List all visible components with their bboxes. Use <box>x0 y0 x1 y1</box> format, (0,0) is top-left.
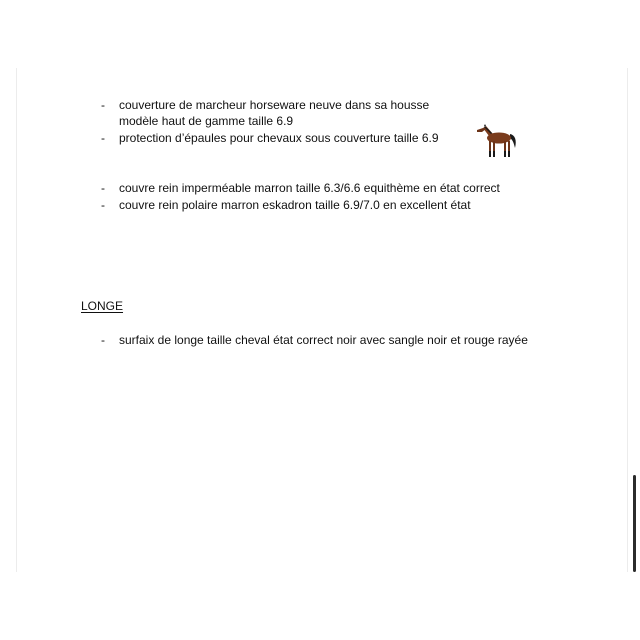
list-item-text: couverture de marcheur horseware neuve dans sa housse <box>119 98 430 112</box>
list-item-text: surfaix de longe taille cheval état correct noir avec sangle noir et rouge rayée <box>119 333 528 347</box>
scrollbar[interactable] <box>633 475 636 572</box>
section-heading-longe: LONGE <box>81 299 124 313</box>
list-dash: - <box>101 98 105 112</box>
list-dash: - <box>101 198 105 212</box>
horse-icon <box>475 124 521 160</box>
list-dash: - <box>101 131 105 145</box>
list-item-text: modèle haut de gamme taille 6.9 <box>119 114 294 128</box>
list-dash: - <box>101 181 105 195</box>
list-dash: - <box>101 333 105 347</box>
list-item-text: couvre rein imperméable marron taille 6.3/6.6 equithème en état correct <box>119 181 500 195</box>
document-page <box>16 68 628 572</box>
list-item-text: protection d’épaules pour chevaux sous couverture taille 6.9 <box>119 131 439 145</box>
list-item-text: couvre rein polaire marron eskadron taille 6.9/7.0 en excellent état <box>119 198 471 212</box>
